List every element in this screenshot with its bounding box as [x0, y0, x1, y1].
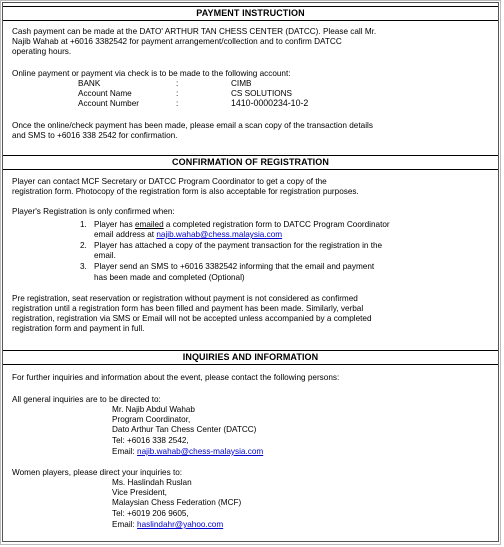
account-bank-value: CIMB [231, 79, 252, 88]
payment-para1-line3: operating hours. [12, 47, 72, 56]
payment-para2: Online payment or payment via check is to be made to the following account: [12, 69, 291, 78]
emailed-underlined: emailed [134, 220, 164, 229]
confirmation-para3-line3: registration, registration via SMS or Email will not be accepted unless accompanied by a completed [12, 314, 372, 323]
confirmation-para3-line2: registration until a registration form has been filled and payment has been made. Similarly, verbal [12, 304, 364, 313]
account-bank-label: BANK [78, 79, 101, 88]
women-inquiries-intro: Women players, please direct your inquiries to: [12, 468, 183, 477]
general-contact-name: Mr. Najib Abdul Wahab [112, 405, 195, 414]
women-contact-org: Malaysian Chess Federation (MCF) [112, 498, 242, 507]
women-email-link[interactable]: haslindahr@yahoo.com [137, 520, 224, 529]
general-contact-email: Email: najib.wahab@chess-malaysia.com [112, 447, 264, 456]
item3-line2: has been made and completed (Optional) [94, 273, 245, 282]
general-inquiries-intro: All general inquiries are to be directed to: [12, 395, 161, 404]
women-contact-tel: Tel: +6019 206 9605, [112, 509, 189, 518]
payment-para3-line1: Once the online/check payment has been made, please email a scan copy of the transaction details [12, 121, 373, 130]
account-bank-sep: : [176, 79, 179, 88]
general-contact-role: Program Coordinator, [112, 415, 191, 424]
women-contact-role: Vice President, [112, 488, 167, 497]
coordinator-email-link[interactable]: najib.wahab@chess.malaysia.com [156, 230, 283, 239]
inquiries-para1: For further inquiries and information about the event, please contact the following persons: [12, 373, 340, 382]
confirmation-para3-line1: Pre registration, seat reservation or registration without payment is not considered as confirmed [12, 294, 358, 303]
item2-number: 2. [80, 241, 87, 250]
confirmation-para2: Player's Registration is only confirmed when: [12, 207, 175, 216]
item1-line1: Player has emailed a completed registration form to DATCC Program Coordinator [94, 220, 390, 229]
payment-para1-line2: Najib Wahab at +6016 3382542 for payment arrangement/collection and to confirm DATCC [12, 37, 342, 46]
general-contact-org: Dato Arthur Tan Chess Center (DATCC) [112, 425, 257, 434]
item2-line1: Player has attached a copy of the payment transaction for the registration in the [94, 241, 383, 250]
item3-line1: Player send an SMS to +6016 3382542 informing that the email and payment [94, 262, 375, 271]
general-contact-tel: Tel: +6016 338 2542, [112, 436, 189, 445]
general-email-link[interactable]: najib.wahab@chess-malaysia.com [137, 447, 264, 456]
account-name-value: CS SOLUTIONS [231, 89, 292, 98]
account-number-sep: : [176, 99, 179, 108]
women-contact-name: Ms. Haslindah Ruslan [112, 478, 192, 487]
confirmation-heading: CONFIRMATION OF REGISTRATION [3, 155, 498, 170]
item1-line2: email address at najib.wahab@chess.malaysia.com [94, 230, 283, 239]
account-name-sep: : [176, 89, 179, 98]
item3-number: 3. [80, 262, 87, 271]
item2-line2: email. [94, 251, 116, 260]
item1-number: 1. [80, 220, 87, 229]
payment-heading: PAYMENT INSTRUCTION [3, 6, 498, 21]
confirmation-para1-line2: registration form. Photocopy of the registration form is also acceptable for registration purposes. [12, 187, 359, 196]
account-name-label: Account Name [78, 89, 132, 98]
payment-para3-line2: and SMS to +6016 338 2542 for confirmation. [12, 131, 178, 140]
confirmation-para1-line1: Player can contact MCF Secretary or DATCC Program Coordinator to get a copy of the [12, 177, 327, 186]
account-number-value: 1410-0000234-10-2 [231, 98, 309, 108]
account-number-label: Account Number [78, 99, 139, 108]
women-contact-email: Email: haslindahr@yahoo.com [112, 520, 224, 529]
inquiries-heading: INQUIRIES AND INFORMATION [3, 350, 498, 365]
confirmation-para3-line4: registration form and payment in full. [12, 324, 145, 333]
payment-para1-line1: Cash payment can be made at the DATO' ARTHUR TAN CHESS CENTER (DATCC). Please call Mr. [12, 27, 377, 36]
